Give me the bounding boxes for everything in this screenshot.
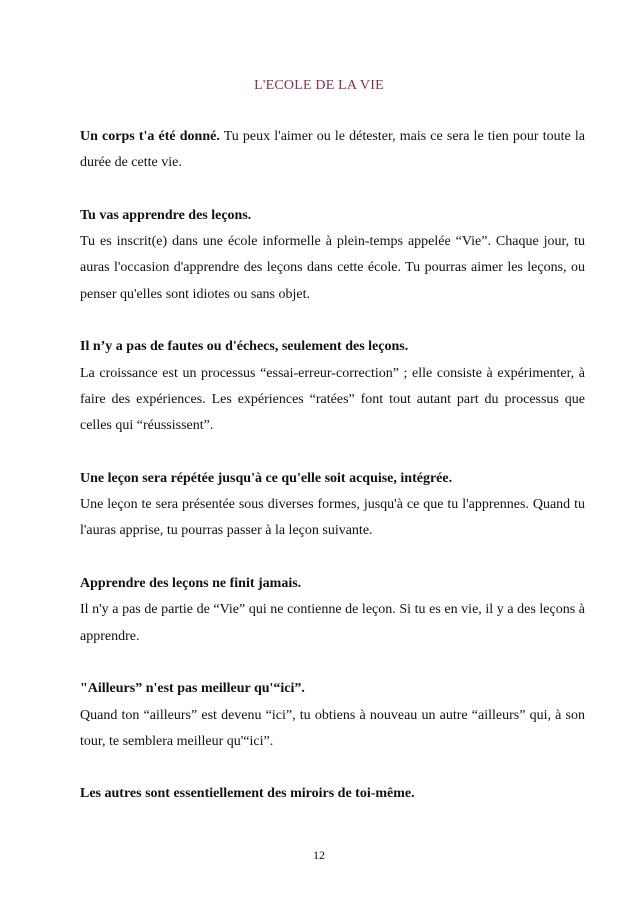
section-lesson-repeated xyxy=(80,466,585,545)
section-no-mistakes xyxy=(80,334,585,439)
section-body-given xyxy=(80,124,585,177)
section-heading: Il n’y a pas de fautes ou d'échecs, seulement des leçons. xyxy=(80,339,409,355)
page-title: L'ECOLE DE LA VIE xyxy=(254,78,384,93)
section-text: La croissance est un processus “essai-erreur-correction” ; elle consiste à expérimenter, à faire des expériences. Les expériences “ratées” font tout autant part du processus que celles qui “réussissent”. xyxy=(80,365,585,434)
section-text: Tu es inscrit(e) dans une école informelle à plein-temps appelée “Vie”. Chaque jour, tu auras l'occasion d'apprendre des leçons dans cette école. Tu pourras aimer les leçons, ou penser qu'elles sont idiotes ou sans objet. xyxy=(80,234,585,302)
section-elsewhere xyxy=(80,676,585,755)
document-body xyxy=(80,124,585,834)
section-text: Une leçon te sera présentée sous diverses formes, jusqu'à ce que tu l'apprennes. Quand tu l'auras apprise, tu pourras passer à la leçon suivante. xyxy=(80,497,585,539)
section-heading: "Ailleurs” n'est pas meilleur qu'“ici”. xyxy=(80,681,305,697)
page-number: 12 xyxy=(313,848,325,862)
section-heading: Une leçon sera répétée jusqu'à ce qu'elle soit acquise, intégrée. xyxy=(80,470,453,486)
section-text: Il n'y a pas de partie de “Vie” qui ne contienne de leçon. Si tu es en vie, il y a des leçons à apprendre. xyxy=(80,602,585,644)
section-heading: Les autres sont essentiellement des miroirs de toi-même. xyxy=(80,786,415,802)
section-heading: Un corps t'a été donné. xyxy=(80,129,220,144)
section-text: Tu peux l'aimer ou le détester, mais ce sera le tien pour toute la durée de cette vie. xyxy=(80,129,585,171)
section-mirrors xyxy=(80,781,585,807)
section-heading: Tu vas apprendre des leçons. xyxy=(80,207,252,223)
section-heading: Apprendre des leçons ne finit jamais. xyxy=(80,576,302,592)
section-paragraph xyxy=(80,124,585,177)
section-never-ends xyxy=(80,571,585,650)
section-text: Quand ton “ailleurs” est devenu “ici”, tu obtiens à nouveau un autre “ailleurs” qui, à son tour, te semblera meilleur qu'“ici”. xyxy=(80,707,585,749)
section-learn-lessons xyxy=(80,203,585,308)
